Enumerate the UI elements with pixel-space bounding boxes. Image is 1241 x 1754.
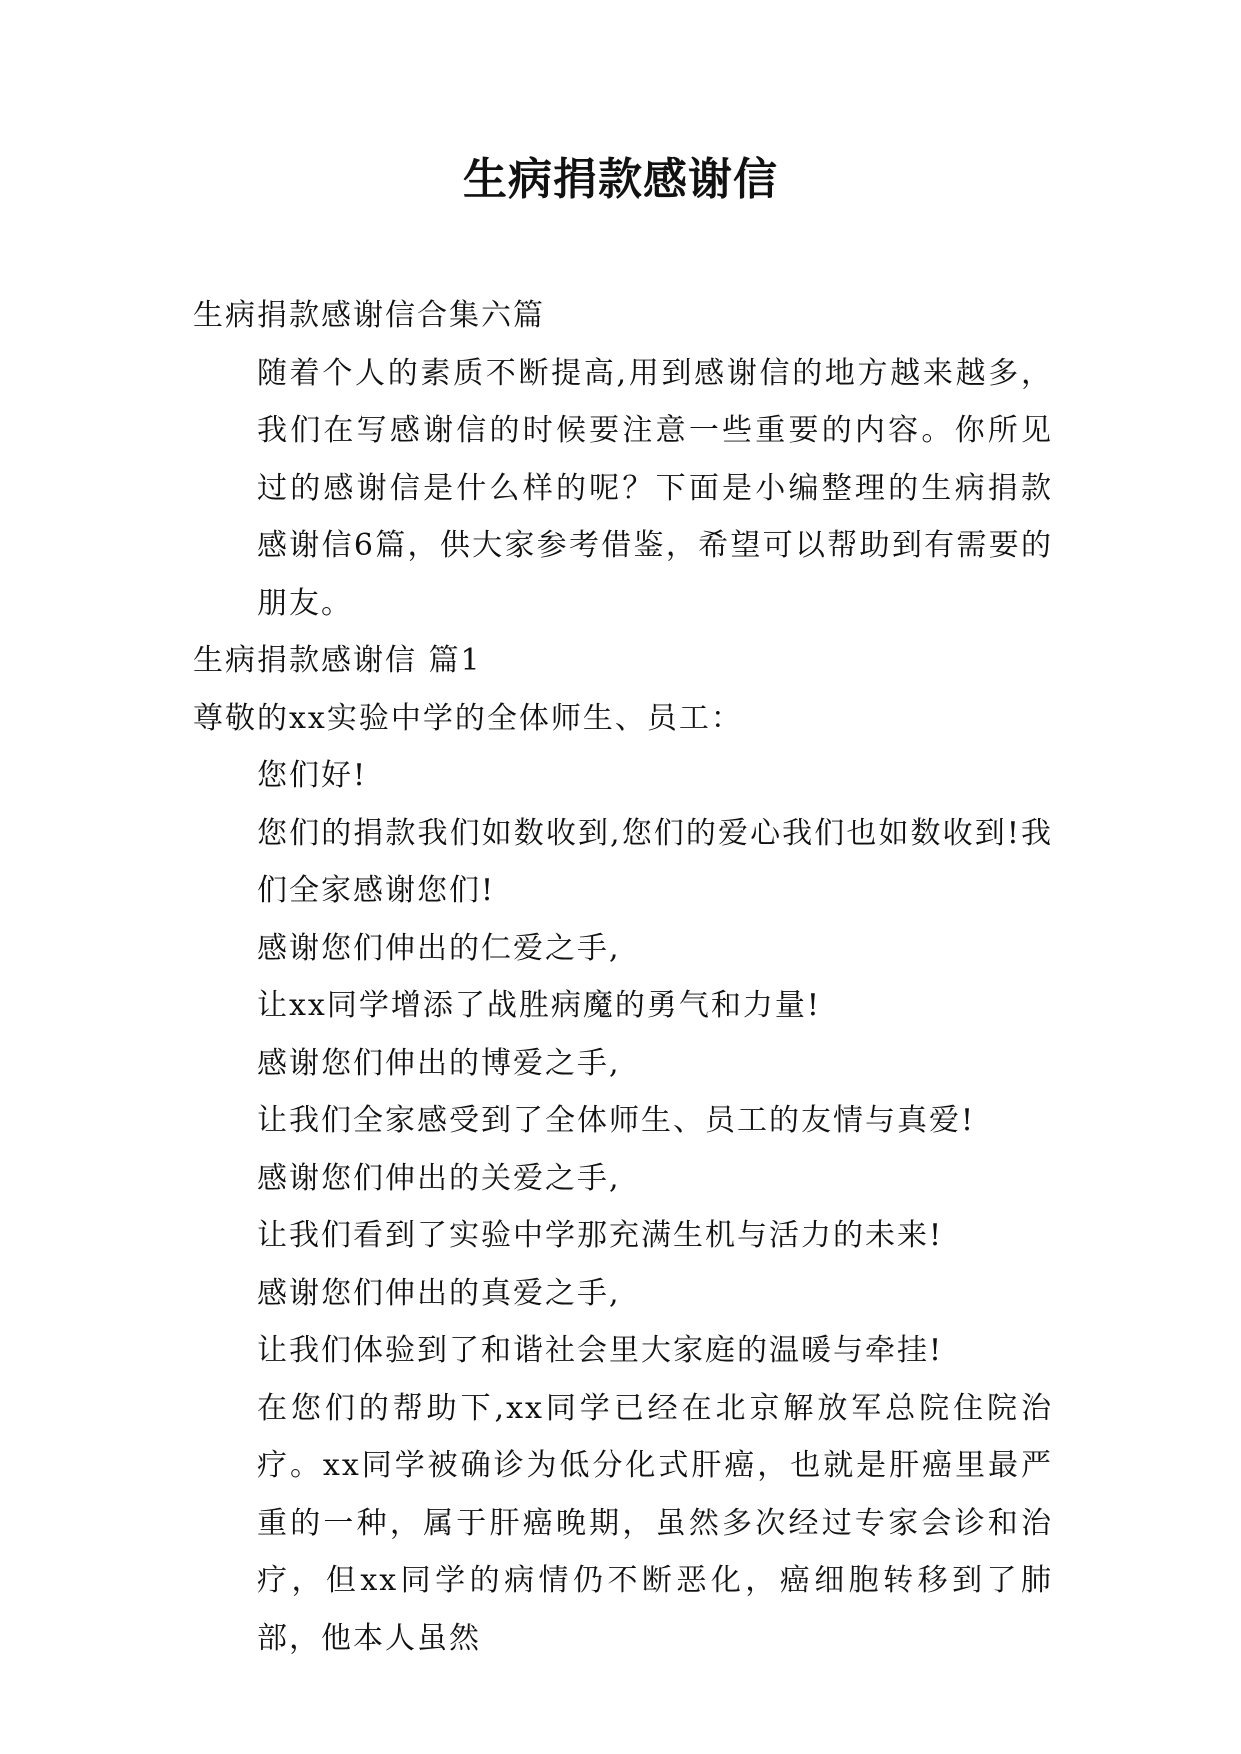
verse-line: 感谢您们伸出的关爱之手, (257, 1160, 621, 1196)
document-title: 生病捐款感谢信 (463, 154, 778, 205)
greeting: 您们好! (257, 758, 368, 793)
verse-line: 让xx同学增添了战胜病魔的勇气和力量! (257, 988, 821, 1023)
treatment-paragraph: 在您们的帮助下,xx同学已经在北京解放军总院住院治疗。xx同学被确诊为低分化式肝癌，也就是肝癌里最严重的一种，属于肝癌晚期，虽然多次经过专家会诊和治疗，但xx同学的病情仍不断恶化，癌细胞转移到了肺部，他本人虽然 (257, 1390, 1053, 1656)
received-paragraph: 您们的捐款我们如数收到,您们的爱心我们也如数收到!我们全家感谢您们! (257, 815, 1053, 908)
intro-paragraph: 随着个人的素质不断提高,用到感谢信的地方越来越多，我们在写感谢信的时候要注意一些重要的内容。你所见过的感谢信是什么样的呢？下面是小编整理的生病捐款感谢信6篇，供大家参考借鉴，希望可以帮助到有需要的朋友。 (257, 355, 1053, 621)
verse-line: 感谢您们伸出的博爱之手, (257, 1045, 621, 1081)
verse-line: 感谢您们伸出的真爱之手, (257, 1275, 621, 1311)
salutation: 尊敬的xx实验中学的全体师生、员工： (193, 700, 743, 736)
verse-line: 让我们全家感受到了全体师生、员工的友情与真爱! (257, 1103, 976, 1138)
verse-line: 让我们体验到了和谐社会里大家庭的温暖与牵挂! (257, 1333, 944, 1368)
section-heading: 生病捐款感谢信 篇1 (193, 643, 482, 678)
document-body (193, 287, 1053, 1667)
verse-line: 让我们看到了实验中学那充满生机与活力的未来! (257, 1218, 944, 1253)
verse-line: 感谢您们伸出的仁爱之手, (257, 930, 621, 966)
collection-subtitle: 生病捐款感谢信合集六篇 (193, 298, 545, 333)
